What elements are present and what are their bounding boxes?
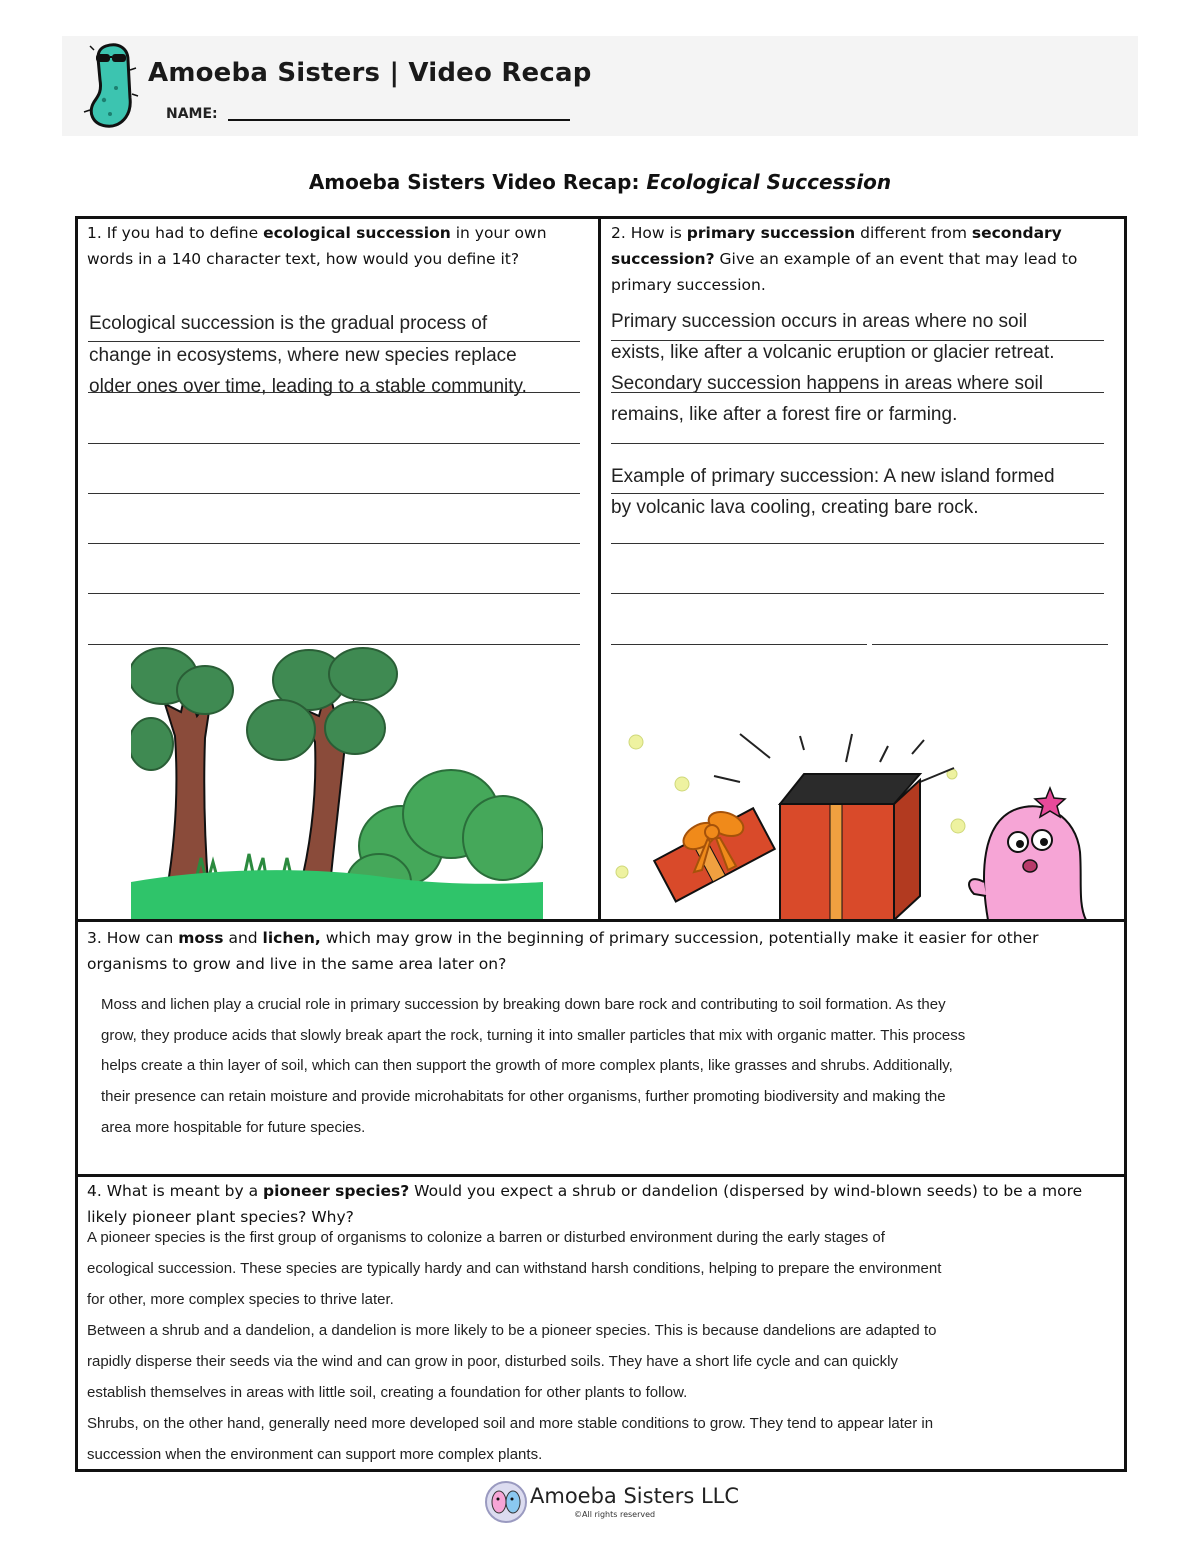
answer-2-line-3[interactable]: Secondary succession happens in areas where soil <box>611 373 1043 394</box>
brand-title: Amoeba Sisters | Video Recap <box>148 58 592 88</box>
answer-4-line-2[interactable]: ecological succession. These species are typically hardy and can withstand harsh conditions, helping to prepare the environment <box>87 1260 942 1277</box>
answer-1-line-2[interactable]: change in ecosystems, where new species replace <box>89 345 517 366</box>
answer-rule <box>611 340 1104 341</box>
name-input-line[interactable] <box>228 119 570 121</box>
answer-rule <box>611 392 1104 393</box>
question-1-prompt: 1. If you had to define ecological succession in your own words in a 140 character text, how would you define it? <box>87 224 547 268</box>
answer-rule <box>88 443 580 444</box>
answer-1-line-3[interactable]: older ones over time, leading to a stable community. <box>89 376 527 397</box>
question-2-prompt: 2. How is primary succession different from secondary succession? Give an example of an event that may lead to primary succession. <box>611 224 1078 294</box>
forest-illustration <box>131 646 543 920</box>
question-3-prompt: 3. How can moss and lichen, which may grow in the beginning of primary succession, potentially make it easier for other organisms to grow and live in the same area later on? <box>87 929 1039 973</box>
page-title-main: Amoeba Sisters Video Recap: <box>308 170 647 194</box>
gift-box-illustration <box>604 724 1120 920</box>
answer-rule <box>88 543 580 544</box>
answer-4-line-6[interactable]: establish themselves in areas with little soil, creating a foundation for other plants to follow. <box>87 1384 688 1401</box>
footer-brand: Amoeba Sisters LLC <box>530 1484 740 1508</box>
mascot-logo-icon <box>76 40 148 132</box>
answer-3-line-4[interactable]: their presence can retain moisture and provide microhabitats for other organisms, further promoting biodiversity and making the <box>101 1088 946 1105</box>
answer-rule <box>611 543 1104 544</box>
answer-2-line-2[interactable]: exists, like after a volcanic eruption or glacier retreat. <box>611 342 1055 363</box>
footer-logo-icon <box>484 1480 528 1524</box>
answer-rule <box>611 443 1104 444</box>
answer-2-example-2[interactable]: by volcanic lava cooling, creating bare rock. <box>611 497 979 518</box>
answer-3-line-1[interactable]: Moss and lichen play a crucial role in primary succession by breaking down bare rock and contributing to soil formation. As they <box>101 996 946 1013</box>
answer-2-line-4[interactable]: remains, like after a forest fire or farming. <box>611 404 958 425</box>
answer-1-line-1[interactable]: Ecological succession is the gradual process of <box>89 313 488 334</box>
answer-3-line-2[interactable]: grow, they produce acids that slowly break apart the rock, turning it into smaller particles that mix with organic matter. This process <box>101 1027 966 1044</box>
answer-4-line-4[interactable]: Between a shrub and a dandelion, a dandelion is more likely to be a pioneer species. This is because dandelions are adapted to <box>87 1322 937 1339</box>
answer-2-example-1[interactable]: Example of primary succession: A new island formed <box>611 466 1055 487</box>
answer-rule <box>88 392 580 393</box>
answer-rule <box>611 493 1104 494</box>
answer-3-line-5[interactable]: area more hospitable for future species. <box>101 1119 366 1136</box>
answer-rule <box>611 593 1104 594</box>
footer-rights: ©All rights reserved <box>574 1510 656 1519</box>
answer-rule <box>88 593 580 594</box>
page-title <box>0 170 1200 194</box>
answer-rule <box>88 493 580 494</box>
answer-4-line-5[interactable]: rapidly disperse their seeds via the wind and can grow in poor, disturbed soils. They have a short life cycle and can quickly <box>87 1353 898 1370</box>
question-4-prompt: 4. What is meant by a pioneer species? Would you expect a shrub or dandelion (dispersed by wind-blown seeds) to be a more likely pioneer plant species? Why? <box>87 1182 1083 1226</box>
name-label: NAME: <box>166 106 218 122</box>
answer-2-line-1[interactable]: Primary succession occurs in areas where no soil <box>611 311 1028 332</box>
answer-4-line-3[interactable]: for other, more complex species to thrive later. <box>87 1291 394 1308</box>
answer-rule <box>88 341 580 342</box>
answer-4-line-7[interactable]: Shrubs, on the other hand, generally need more developed soil and more stable conditions to grow. They tend to appear later in <box>87 1415 934 1432</box>
answer-rule <box>872 644 1108 645</box>
page-title-topic: Ecological Succession <box>646 170 892 194</box>
answer-3-line-3[interactable]: helps create a thin layer of soil, which can then support the growth of more complex plants, like grasses and shrubs. Additionally, <box>101 1057 953 1074</box>
answer-rule <box>88 644 580 645</box>
answer-rule <box>611 644 867 645</box>
answer-4-line-8[interactable]: succession when the environment can support more complex plants. <box>87 1446 543 1463</box>
answer-4-line-1[interactable]: A pioneer species is the first group of organisms to colonize a barren or disturbed environment during the early stages of <box>87 1229 885 1246</box>
